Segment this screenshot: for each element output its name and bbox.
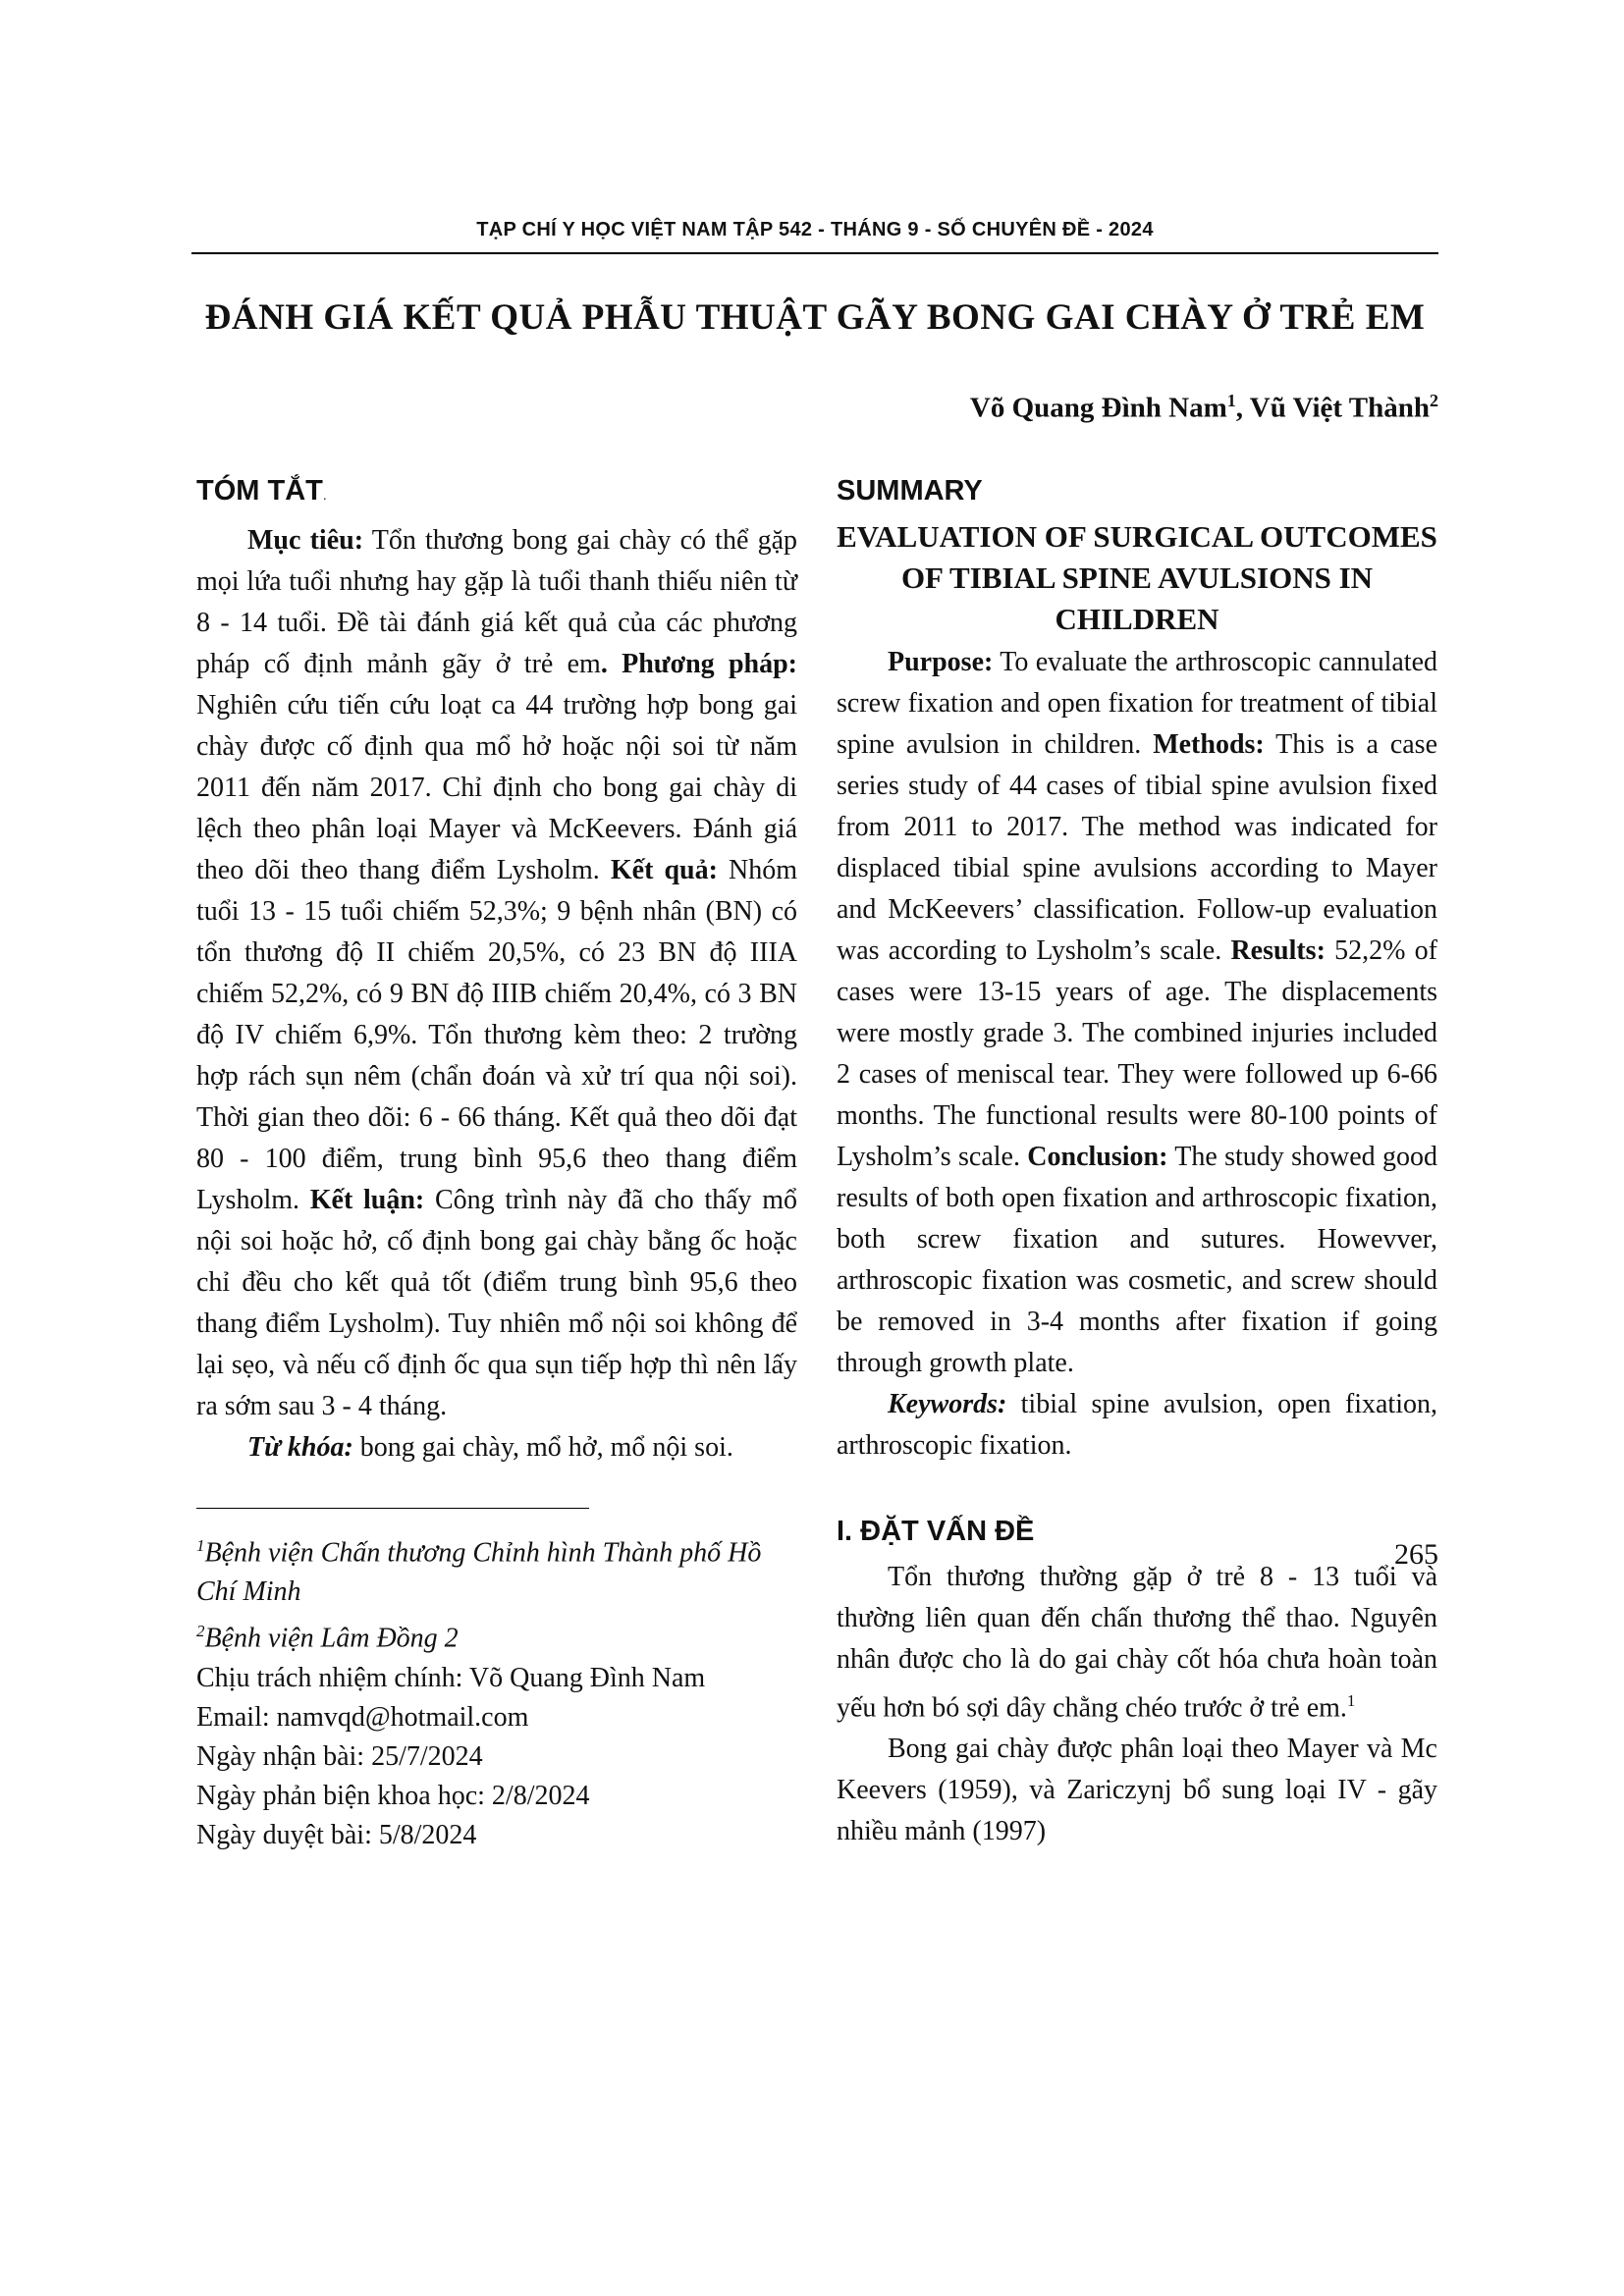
keywords-label: Từ khóa: — [247, 1432, 353, 1463]
author-separator: , — [1235, 392, 1250, 424]
corresponding-author: Chịu trách nhiệm chính: Võ Quang Đình Nam — [196, 1662, 706, 1693]
keywords-label: Keywords: — [888, 1389, 1007, 1419]
header-rule — [191, 252, 1438, 254]
affiliation-2: $^2$Bệnh viện Lâm Đồng 2 — [196, 1622, 459, 1654]
affiliation-marker: 2 — [1430, 391, 1438, 410]
left-column — [196, 471, 797, 1855]
results-label: Kết quả: — [610, 855, 718, 885]
purpose-label: Purpose: — [888, 647, 994, 677]
sentence-end: . — [600, 649, 608, 679]
running-header: TẠP CHÍ Y HỌC VIỆT NAM TẬP 542 - THÁNG 9 - SỐ CHUYÊN ĐỀ - 2024 — [476, 219, 1154, 240]
date-accepted: Ngày duyệt bài: 5/8/2024 — [196, 1819, 477, 1850]
methods-label: Phương pháp: — [622, 649, 797, 679]
article-title: ĐÁNH GIÁ KẾT QUẢ PHẪU THUẬT GÃY BONG GAI CHÀY Ở TRẺ EM — [204, 297, 1426, 338]
footnote-rule — [196, 1508, 589, 1509]
intro-paragraph-2: Bong gai chày được phân loại theo Mayer và Mc Keevers (1959), và Zariczynj bổ sung loại IV - gãy nhiều mảnh (1997) — [837, 1734, 1437, 1847]
abstract-vi-body: Mục tiêu: Tổn thương bong gai chày có thể gặp mọi lứa tuổi nhưng hay gặp là tuổi thanh thiếu niên từ 8 - 14 tuổi. Đề tài đánh giá kết quả của các phương pháp cố định mảnh gãy ở trẻ em. Phương pháp: Nghiên cứu tiến cứu loạt ca 44 trường hợp bong gai chày được cố định qua mổ hở hoặc nội soi từ năm 2011 đến năm 2017. Chỉ định cho bong gai chày di lệch theo phân loại Mayer và McKeevers. Đánh giá theo dõi theo thang điểm Lysholm. Kết quả: Nhóm tuổi 13 - 15 tuổi chiếm 52,3%; 9 bệnh nhân (BN) có tổn thương độ II chiếm 20,5%, có 23 BN độ IIIA chiếm 52,2%, có 9 BN độ IIIB chiếm 20,4%, có 3 BN độ IV chiếm 6,9%. Tổn thương kèm theo: 2 trường hợp rách sụn nêm (chẩn đoán và xử trí qua nội soi). Thời gian theo dõi: 6 - 66 tháng. Kết quả theo dõi đạt 80 - 100 điểm, trung bình 95,6 theo thang điểm Lysholm. Kết luận: Công trình này đã cho thấy mổ nội soi hoặc hở, cố định bong gai chày bằng ốc hoặc chỉ đều cho kết quả tốt (điểm trung bình 95,6 theo thang điểm Lysholm). Tuy nhiên mổ nội soi không để lại sẹo, và nếu cố định ốc qua sụn tiếp hợp thì nên lấy ra sớm sau 3 - 4 tháng. — [196, 525, 798, 1421]
affiliation-1: $^1$Bệnh viện Chấn thương Chỉnh hình Thành phố Hồ Chí Minh — [196, 1536, 762, 1608]
author-name: Vũ Việt Thành — [1249, 392, 1430, 424]
methods-label: Methods: — [1153, 729, 1265, 760]
abstract-en-body: Purpose: To evaluate the arthroscopic cannulated screw fixation and open fixation for treatment of tibial spine avulsion in children. Methods: This is a case series study of 44 cases of tibial spine avulsion fixed from 2011 to 2017. The method was indicated for displaced tibial spine avulsions according to Mayer and McKeevers’ classification. Follow-up evaluation was according to Lysholm’s scale. Results: 52,2% of cases were 13-15 years of age. The displacements were mostly grade 3. The combined injuries included 2 cases of meniscal tear. They were followed up 6-66 months. The functional results were 80-100 points of Lysholm’s scale. Conclusion: The study showed good results of both open fixation and arthroscopic fixation, both screw fixation and sutures. Howevver, arthroscopic fixation was cosmetic, and screw should be removed in 3-4 months after fixation if going through growth plate. — [837, 647, 1437, 1378]
abstract-vi-heading: TÓM TẮT. — [196, 475, 327, 507]
intro-paragraph-1: Tổn thương thường gặp ở trẻ 8 - 13 tuổi và thường liên quan đến chấn thương thể thao. Nguyên nhân được cho là do gai chày cốt hóa chưa hoàn toàn yếu hơn bó sợi dây chằng chéo trước ở trẻ em.$^1$ — [837, 1562, 1437, 1724]
heading-dot: . — [322, 487, 327, 503]
keywords-en: Keywords: tibial spine avulsion, open fixation, arthroscopic fixation. — [837, 1389, 1437, 1461]
keywords-vi: Từ khóa: bong gai chày, mổ hở, mổ nội soi. — [247, 1432, 733, 1463]
date-reviewed: Ngày phản biện khoa học: 2/8/2024 — [196, 1780, 590, 1811]
reference-marker: 1 — [1346, 1691, 1356, 1710]
affiliation-marker: 1 — [1226, 391, 1236, 410]
objective-label: Mục tiêu: — [247, 525, 364, 556]
english-title: EVALUATION OF SURGICAL OUTCOMES OF TIBIAL SPINE AVULSIONS IN CHILDREN — [837, 519, 1437, 636]
conclusion-label: Conclusion: — [1027, 1142, 1168, 1172]
email: Email: namvqd@hotmail.com — [196, 1701, 529, 1733]
results-label: Results: — [1230, 935, 1326, 966]
date-received: Ngày nhận bài: 25/7/2024 — [196, 1740, 483, 1772]
right-column — [837, 471, 1437, 1852]
author-line — [970, 391, 1438, 425]
intro-heading: I. ĐẶT VẤN ĐỀ — [837, 1516, 1035, 1547]
page-number: 265 — [1394, 1538, 1438, 1571]
author-name: Võ Quang Đình Nam — [969, 392, 1227, 424]
summary-heading: SUMMARY — [837, 475, 983, 507]
conclusion-label: Kết luận: — [309, 1185, 425, 1215]
